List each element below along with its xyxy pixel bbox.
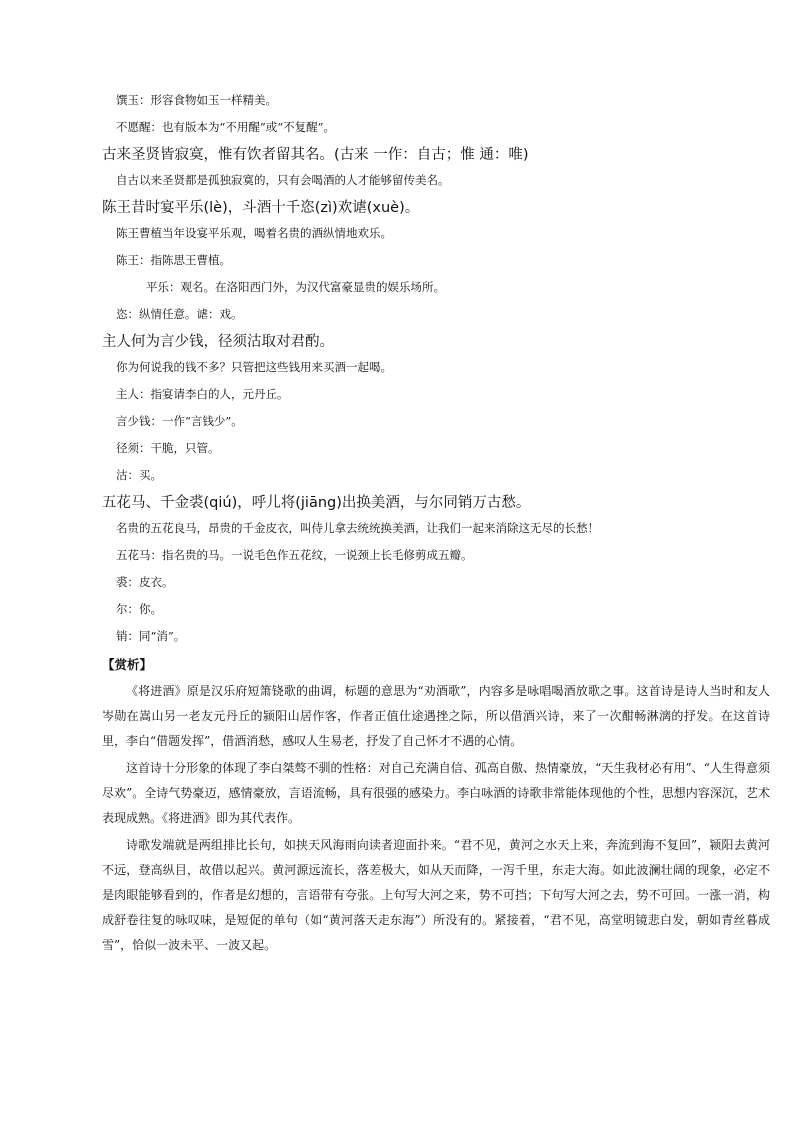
- annotation-line: 不愿醒：也有版本为“不用醒”或“不复醒”。: [116, 120, 336, 134]
- appreciation-paragraph: 《将进酒》原是汉乐府短箫铙歌的曲调，标题的意思为“劝酒歌”，内容多是咏唱喝酒放歌之事。这首诗是诗人当时和友人岑勋在嵩山另一老友元丹丘的颍阳山居作客，作者正值仕途遇挫之际，所以借酒兴诗，来了一次酣畅淋漓的抒发。在这首诗里，李白“借题发挥”，借酒消愁，感叹人生易老，抒发了自己怀才不遇的心情。: [102, 684, 770, 748]
- annotation-line: 沽：买。: [116, 468, 162, 482]
- verse-line: 主人何为言少钱，径须沽取对君酌。: [102, 334, 334, 350]
- translation-line: 名贵的五花良马，昂贵的千金皮衣，叫侍儿拿去统统换美酒，让我们一起来消除这无尽的长愁！: [116, 521, 599, 535]
- verse-line: 五花马、千金裘(qiú)，呼儿将(jiāng)出换美酒，与尔同销万古愁。: [102, 495, 531, 511]
- translation-line: 你为何说我的钱不多？只管把这些钱用来买酒一起喝。: [116, 360, 392, 374]
- annotation-line: 销：同“消”。: [116, 629, 186, 643]
- annotation-line: 尔：你。: [116, 602, 162, 616]
- annotation-line: 主人：指宴请李白的人，元丹丘。: [116, 387, 289, 401]
- appreciation-paragraph: 诗歌发端就是两组排比长句，如挟天风海雨向读者迎面扑来。“君不见，黄河之水天上来，奔流到海不复回”，颍阳去黄河不远，登高纵目，故借以起兴。黄河源远流长，落差极大，如从天而降，一泻千里，东走大海。如此波澜壮阔的现象，必定不是肉眼能够看到的，作者是幻想的，言语带有夸张。上句写大河之来，势不可挡；下句写大河之去，势不可回。一涨一消，构成舒卷往复的咏叹味，是短促的单句（如“黄河落天走东海”）所没有的。紧接着，“君不见，高堂明镜悲白发，朝如青丝暮成雪”，恰似一波未平、一波又起。: [102, 838, 770, 952]
- annotation-line: 平乐：观名。在洛阳西门外，为汉代富豪显贵的娱乐场所。: [146, 280, 445, 294]
- translation-line: 自古以来圣贤都是孤独寂寞的，只有会喝酒的人才能够留传美名。: [116, 173, 450, 187]
- annotation-line: 馔玉：形容食物如玉一样精美。: [116, 93, 277, 107]
- annotation-line: 五花马：指名贵的马。一说毛色作五花纹，一说颈上长毛修剪成五瓣。: [116, 548, 473, 562]
- annotation-line: 言少钱：一作“言钱少”。: [116, 414, 243, 428]
- section-heading: 【赏析】: [102, 657, 153, 672]
- translation-line: 陈王曹植当年设宴平乐观，喝着名贵的酒纵情地欢乐。: [116, 226, 392, 240]
- verse-line: 陈王昔时宴平乐(lè)，斗酒十千恣(zì)欢谑(xuè)。: [102, 200, 420, 216]
- verse-line: 古来圣贤皆寂寞，惟有饮者留其名。(古来 一作：自古；惟 通：唯): [102, 147, 529, 163]
- annotation-line: 裘：皮衣。: [116, 575, 174, 589]
- annotation-line: 恣：纵情任意。谑：戏。: [116, 307, 243, 321]
- annotation-line: 陈王：指陈思王曹植。: [116, 253, 231, 267]
- annotation-line: 径须：干脆，只管。: [116, 441, 220, 455]
- document-body: [102, 92, 774, 960]
- appreciation-paragraph: 这首诗十分形象的体现了李白桀骜不驯的性格：对自己充满自信、孤高自傲、热情豪放，“天生我材必有用”、“人生得意须尽欢”。全诗气势豪迈，感情豪放，言语流畅，具有很强的感染力。李白咏酒的诗歌非常能体现他的个性，思想内容深沉，艺术表现成熟。《将进酒》即为其代表作。: [102, 761, 770, 825]
